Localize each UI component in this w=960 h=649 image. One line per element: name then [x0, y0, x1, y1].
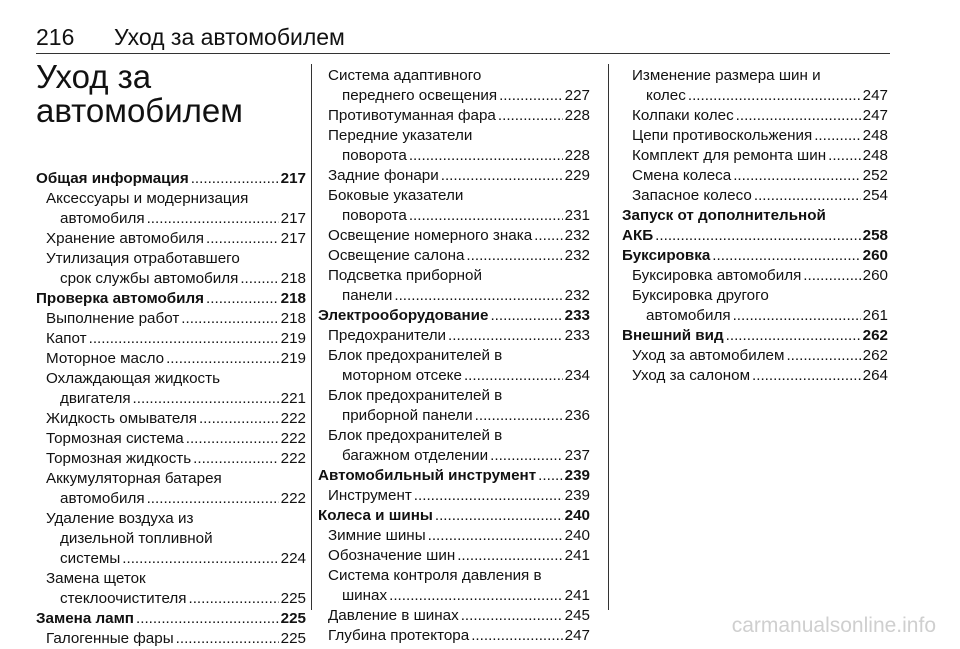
- toc-entry-line: [622, 246, 888, 266]
- toc-entry-title: Колеса и шины: [318, 507, 433, 524]
- toc-section-entry: [318, 306, 590, 326]
- toc-entry-line: [318, 506, 590, 526]
- dot-leader: [814, 126, 860, 146]
- toc-entry: [36, 249, 306, 289]
- toc-entry-title: Замена ламп: [36, 610, 134, 627]
- toc-entry-line: [622, 226, 888, 246]
- toc-page-number: 219: [280, 350, 306, 367]
- toc-entry-line: [318, 146, 590, 166]
- toc-entry-line: [318, 406, 590, 426]
- dot-leader: [803, 266, 860, 286]
- dot-leader: [448, 326, 563, 346]
- toc-entry: [36, 469, 306, 509]
- toc-entry-title: Глубина протектора: [328, 627, 470, 644]
- toc-page-number: 228: [564, 147, 590, 164]
- dot-leader: [475, 406, 563, 426]
- toc-entry-line: [36, 549, 306, 569]
- toc-entry-title: приборной панели: [342, 407, 473, 424]
- toc-entry-title: Колпаки колес: [632, 107, 734, 124]
- toc-page-number: 232: [564, 247, 590, 264]
- toc-entry-title: Подсветка приборной: [328, 267, 482, 284]
- toc-entry-title: Жидкость омывателя: [46, 410, 197, 427]
- toc-page-number: 264: [862, 367, 888, 384]
- toc-entry-title: Освещение салона: [328, 247, 465, 264]
- toc-entry-line: [622, 106, 888, 126]
- dot-leader: [733, 166, 860, 186]
- toc-entry-title: дизельной топливной: [60, 530, 213, 547]
- toc-entry: [318, 386, 590, 426]
- toc-entry-line: [36, 309, 306, 329]
- dot-leader: [435, 506, 563, 526]
- toc-entry: [622, 366, 888, 386]
- dot-leader: [754, 186, 861, 206]
- toc-entry-title: Удаление воздуха из: [46, 510, 194, 527]
- toc-entry: [36, 329, 306, 349]
- toc-entry: [622, 106, 888, 126]
- toc-entry: [36, 629, 306, 649]
- toc-entry-title: автомобиля: [60, 210, 145, 227]
- toc-entry: [36, 429, 306, 449]
- toc-entry-line: [622, 266, 888, 286]
- toc-page-number: 225: [280, 590, 306, 607]
- dot-leader: [498, 106, 563, 126]
- toc-list: [318, 66, 590, 646]
- dot-leader: [166, 349, 279, 369]
- dot-leader: [490, 446, 563, 466]
- toc-page-number: 237: [564, 447, 590, 464]
- toc-page-number: 239: [564, 467, 590, 484]
- dot-leader: [538, 466, 563, 486]
- dot-leader: [733, 306, 861, 326]
- dot-leader: [193, 449, 278, 469]
- dot-leader: [655, 226, 861, 246]
- toc-entry-line: [318, 326, 590, 346]
- dot-leader: [534, 226, 563, 246]
- toc-entry-title: Обозначение шин: [328, 547, 456, 564]
- toc-page-number: 224: [280, 550, 306, 567]
- toc-entry-title: Блок предохранителей в: [328, 427, 503, 444]
- toc-entry: [318, 326, 590, 346]
- dot-leader: [428, 526, 563, 546]
- dot-leader: [461, 606, 563, 626]
- toc-entry-title: переднего освещения: [342, 87, 498, 104]
- dot-leader: [457, 546, 562, 566]
- dot-leader: [414, 486, 563, 506]
- toc-entry: [36, 569, 306, 609]
- dot-leader: [786, 346, 860, 366]
- toc-entry-title: Задние фонари: [328, 167, 439, 184]
- dot-leader: [389, 586, 563, 606]
- toc-section-entry: [36, 289, 306, 309]
- toc-entry-title: автомобиля: [646, 307, 731, 324]
- toc-column-1: [36, 0, 306, 647]
- toc-entry: [318, 266, 590, 306]
- toc-entry-title: Инструмент: [328, 487, 412, 504]
- toc-page-number: 222: [280, 450, 306, 467]
- toc-section-entry: [622, 246, 888, 266]
- toc-entry: [318, 566, 590, 606]
- toc-entry-line: [622, 306, 888, 326]
- toc-entry: [318, 226, 590, 246]
- toc-entry-title: Давление в шинах: [328, 607, 459, 624]
- toc-entry: [318, 106, 590, 126]
- toc-entry-line: [36, 169, 306, 189]
- toc-entry-line: [36, 589, 306, 609]
- toc-entry-title: Аккумуляторная батарея: [46, 470, 222, 487]
- dot-leader: [441, 166, 563, 186]
- toc-list: [622, 66, 888, 386]
- toc-entry-title: Комплект для ремонта шин: [632, 147, 827, 164]
- toc-entry-line: [318, 626, 590, 646]
- toc-page-number: 234: [564, 367, 590, 384]
- toc-entry: [622, 286, 888, 326]
- dot-leader: [736, 106, 861, 126]
- toc-entry-title: системы: [60, 550, 121, 567]
- toc-section-entry: [36, 169, 306, 189]
- dot-leader: [464, 366, 563, 386]
- toc-section-entry: [36, 609, 306, 629]
- dot-leader: [409, 206, 563, 226]
- toc-entry-title: стеклоочистителя: [60, 590, 187, 607]
- page-number: 216: [36, 24, 75, 50]
- toc-entry-line: [36, 269, 306, 289]
- toc-entry-title: срок службы автомобиля: [60, 270, 239, 287]
- toc-entry-title: Автомобильный инструмент: [318, 467, 537, 484]
- toc-entry: [36, 409, 306, 429]
- dot-leader: [147, 489, 279, 509]
- toc-entry-title: Смена колеса: [632, 167, 732, 184]
- toc-entry-line: [622, 166, 888, 186]
- toc-entry-line: [318, 586, 590, 606]
- toc-entry-title: Цепи противоскольжения: [632, 127, 813, 144]
- toc-page-number: 241: [564, 587, 590, 604]
- toc-entry-title: Блок предохранителей в: [328, 387, 503, 404]
- toc-page-number: 225: [280, 610, 306, 627]
- toc-entry-line: [318, 526, 590, 546]
- toc-entry-line: [318, 86, 590, 106]
- toc-entry-title: моторном отсеке: [342, 367, 462, 384]
- toc-entry-line: [36, 349, 306, 369]
- toc-entry-title: поворота: [342, 207, 407, 224]
- toc-entry-line: [318, 546, 590, 566]
- toc-page-number: 222: [280, 490, 306, 507]
- toc-section-entry: [318, 506, 590, 526]
- toc-entry-title: Проверка автомобиля: [36, 290, 205, 307]
- chapter-title-line: автомобилем: [36, 92, 243, 129]
- dot-leader: [752, 366, 861, 386]
- toc-entry-line: [318, 226, 590, 246]
- toc-entry: [318, 246, 590, 266]
- toc-entry-line: [36, 409, 306, 429]
- toc-entry-title: Утилизация отработавшего: [46, 250, 240, 267]
- toc-entry: [318, 426, 590, 466]
- dot-leader: [206, 289, 279, 309]
- toc-entry-title: Система адаптивного: [328, 67, 482, 84]
- toc-entry: [318, 186, 590, 226]
- toc-entry-title: Тормозная жидкость: [46, 450, 192, 467]
- toc-page-number: 218: [280, 290, 306, 307]
- toc-page-number: 221: [280, 390, 306, 407]
- toc-entry-line: [318, 486, 590, 506]
- toc-entry-title: колес: [646, 87, 686, 104]
- toc-entry-title: Хранение автомобиля: [46, 230, 204, 247]
- toc-entry: [318, 126, 590, 166]
- dot-leader: [136, 609, 279, 629]
- dot-leader: [828, 146, 861, 166]
- toc-entry-line: [318, 306, 590, 326]
- toc-entry: [622, 346, 888, 366]
- toc-entry: [36, 449, 306, 469]
- toc-entry: [318, 606, 590, 626]
- toc-page-number: 247: [862, 107, 888, 124]
- dot-leader: [188, 589, 278, 609]
- toc-entry-title: Запасное колесо: [632, 187, 752, 204]
- toc-entry-title: Уход за салоном: [632, 367, 751, 384]
- toc-page-number: 228: [564, 107, 590, 124]
- toc-entry-line: [622, 146, 888, 166]
- toc-list: [36, 169, 306, 649]
- toc-page-number: 239: [564, 487, 590, 504]
- toc-page-number: 248: [862, 127, 888, 144]
- toc-entry-line: [318, 286, 590, 306]
- toc-column-2: [318, 0, 590, 644]
- toc-page-number: 262: [862, 327, 888, 344]
- dot-leader: [133, 389, 279, 409]
- toc-entry-title: Изменение размера шин и: [632, 67, 821, 84]
- toc-entry: [318, 66, 590, 106]
- dot-leader: [186, 429, 279, 449]
- toc-entry-line: [36, 629, 306, 649]
- toc-entry-title: Противотуманная фара: [328, 107, 496, 124]
- dot-leader: [89, 329, 279, 349]
- toc-entry: [318, 346, 590, 386]
- toc-entry-line: [36, 209, 306, 229]
- toc-entry: [36, 229, 306, 249]
- toc-page-number: 229: [564, 167, 590, 184]
- toc-entry-title: Замена щеток: [46, 570, 146, 587]
- toc-entry-line: [36, 489, 306, 509]
- toc-page-number: 240: [564, 527, 590, 544]
- toc-section-entry: [318, 466, 590, 486]
- toc-page-number: 258: [862, 227, 888, 244]
- dot-leader: [199, 409, 279, 429]
- toc-entry-line: [36, 449, 306, 469]
- toc-section-entry: [622, 206, 888, 246]
- toc-page-number: 252: [862, 167, 888, 184]
- toc-entry: [318, 546, 590, 566]
- toc-page-number: 260: [862, 267, 888, 284]
- toc-page-number: 217: [280, 230, 306, 247]
- column-divider: [311, 64, 312, 610]
- toc-page-number: 241: [564, 547, 590, 564]
- toc-entry-title: Электрооборудование: [318, 307, 489, 324]
- column-divider: [608, 64, 609, 610]
- toc-entry-title: Аксессуары и модернизация: [46, 190, 249, 207]
- toc-section-entry: [622, 326, 888, 346]
- toc-entry: [622, 126, 888, 146]
- dot-leader: [122, 549, 278, 569]
- toc-entry-title: автомобиля: [60, 490, 145, 507]
- dot-leader: [712, 246, 860, 266]
- toc-entry-title: панели: [342, 287, 393, 304]
- toc-entry-line: [36, 429, 306, 449]
- toc-entry-line: [36, 609, 306, 629]
- toc-entry: [622, 66, 888, 106]
- toc-page-number: 218: [280, 270, 306, 287]
- toc-entry-line: [622, 126, 888, 146]
- toc-entry-line: [318, 206, 590, 226]
- toc-entry-title: Буксировка автомобиля: [632, 267, 802, 284]
- toc-page-number: 240: [564, 507, 590, 524]
- toc-entry-line: [622, 326, 888, 346]
- toc-entry: [622, 186, 888, 206]
- dot-leader: [471, 626, 562, 646]
- toc-entry: [318, 626, 590, 646]
- toc-page-number: 232: [564, 287, 590, 304]
- toc-page-number: 261: [862, 307, 888, 324]
- toc-entry-title: Буксировка другого: [632, 287, 769, 304]
- dot-leader: [240, 269, 278, 289]
- toc-page-number: 217: [280, 210, 306, 227]
- toc-entry: [318, 486, 590, 506]
- dot-leader: [499, 86, 563, 106]
- dot-leader: [206, 229, 279, 249]
- toc-entry-title: Общая информация: [36, 170, 189, 187]
- toc-page-number: 218: [280, 310, 306, 327]
- toc-entry: [36, 189, 306, 229]
- dot-leader: [726, 326, 861, 346]
- toc-entry-line: [318, 366, 590, 386]
- dot-leader: [490, 306, 562, 326]
- toc-entry-title: Моторное масло: [46, 350, 165, 367]
- dot-leader: [181, 309, 278, 329]
- toc-entry: [36, 509, 306, 569]
- toc-entry: [622, 166, 888, 186]
- toc-entry-line: [36, 229, 306, 249]
- dot-leader: [191, 169, 279, 189]
- toc-entry-title: Предохранители: [328, 327, 447, 344]
- toc-entry-line: [622, 366, 888, 386]
- watermark: carmanualsonline.info: [731, 614, 936, 637]
- toc-entry-title: Зимние шины: [328, 527, 426, 544]
- toc-entry: [622, 266, 888, 286]
- toc-entry-line: [622, 186, 888, 206]
- toc-entry-title: Охлаждающая жидкость: [46, 370, 221, 387]
- toc-entry-title: Освещение номерного знака: [328, 227, 533, 244]
- dot-leader: [147, 209, 279, 229]
- toc-entry-title: Внешний вид: [622, 327, 724, 344]
- toc-entry-line: [318, 166, 590, 186]
- toc-page-number: 231: [564, 207, 590, 224]
- toc-page-number: 248: [862, 147, 888, 164]
- toc-entry-title: Запуск от дополнительной: [622, 207, 826, 224]
- toc-entry-title: Выполнение работ: [46, 310, 180, 327]
- toc-entry-line: [622, 86, 888, 106]
- toc-page-number: 247: [564, 627, 590, 644]
- toc-entry: [36, 309, 306, 329]
- toc-entry: [318, 526, 590, 546]
- toc-page-number: 222: [280, 430, 306, 447]
- toc-page-number: 254: [862, 187, 888, 204]
- toc-entry: [318, 166, 590, 186]
- dot-leader: [466, 246, 562, 266]
- dot-leader: [394, 286, 562, 306]
- toc-page-number: 236: [564, 407, 590, 424]
- toc-column-3: [622, 0, 888, 610]
- toc-page-number: 225: [280, 630, 306, 647]
- toc-entry-title: поворота: [342, 147, 407, 164]
- dot-leader: [409, 146, 563, 166]
- toc-entry-title: шинах: [342, 587, 388, 604]
- toc-entry-line: [36, 389, 306, 409]
- toc-page-number: 262: [862, 347, 888, 364]
- toc-page-number: 222: [280, 410, 306, 427]
- toc-page-number: 232: [564, 227, 590, 244]
- toc-page-number: 233: [564, 327, 590, 344]
- toc-entry-line: [36, 329, 306, 349]
- toc-entry-title: Передние указатели: [328, 127, 473, 144]
- toc-entry: [622, 146, 888, 166]
- toc-entry-title: двигателя: [60, 390, 131, 407]
- toc-entry-title: Галогенные фары: [46, 630, 174, 647]
- toc-entry: [36, 369, 306, 409]
- toc-entry-title: Уход за автомобилем: [632, 347, 785, 364]
- dot-leader: [176, 629, 279, 649]
- toc-entry: [36, 349, 306, 369]
- toc-entry-title: Блок предохранителей в: [328, 347, 503, 364]
- toc-entry-title: Боковые указатели: [328, 187, 464, 204]
- toc-entry-title: Буксировка: [622, 247, 711, 264]
- chapter-title-line: Уход за: [36, 58, 152, 95]
- toc-page-number: 227: [564, 87, 590, 104]
- toc-entry-title: АКБ: [622, 227, 654, 244]
- toc-page-number: 233: [564, 307, 590, 324]
- dot-leader: [688, 86, 861, 106]
- toc-page-number: 247: [862, 87, 888, 104]
- toc-entry-title: багажном отделении: [342, 447, 489, 464]
- toc-page-number: 260: [862, 247, 888, 264]
- toc-entry-title: Тормозная система: [46, 430, 184, 447]
- toc-entry-line: [318, 246, 590, 266]
- toc-entry-line: [622, 346, 888, 366]
- running-title: Уход за автомобилем: [114, 24, 345, 50]
- toc-entry-line: [318, 466, 590, 486]
- toc-page-number: 217: [280, 170, 306, 187]
- toc-entry-line: [318, 606, 590, 626]
- toc-entry-line: [318, 446, 590, 466]
- toc-page-number: 245: [564, 607, 590, 624]
- toc-entry-line: [318, 106, 590, 126]
- toc-entry-line: [36, 289, 306, 309]
- toc-entry-title: Капот: [46, 330, 87, 347]
- toc-entry-title: Система контроля давления в: [328, 567, 542, 584]
- toc-page-number: 219: [280, 330, 306, 347]
